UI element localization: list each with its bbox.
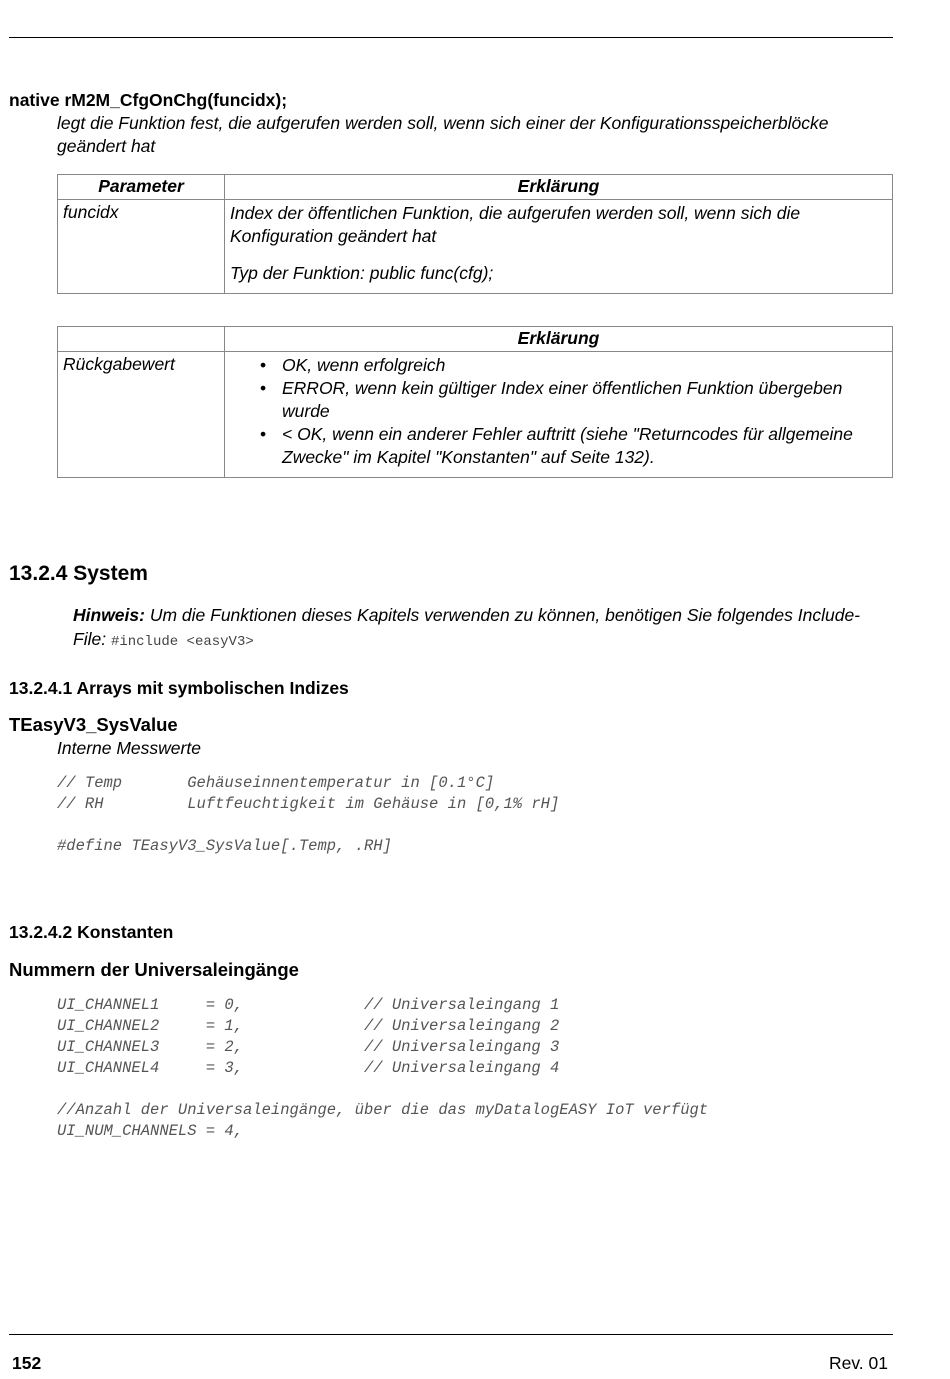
hint-note [73, 603, 873, 654]
footer-rule [9, 1334, 893, 1335]
constant-subtitle: Interne Messwerte [57, 738, 201, 758]
function-description: legt die Funktion fest, die aufgerufen werden soll, wenn sich einer der Konfigurationsspeicherblöcke geändert hat [57, 113, 829, 156]
subsection-heading-constants: 13.2.4.2 Konstanten [9, 922, 174, 942]
param-name: funcidx [58, 200, 225, 294]
function-signature: native rM2M_CfgOnChg(funcidx); [9, 90, 288, 110]
hint-label: Hinweis: [73, 605, 145, 625]
code-block-channels: UI_CHANNEL1 = 0, // Universaleingang 1 UI_CHANNEL2 = 1, // Universaleingang 2 UI_CHANNEL3 = 2, // Universaleingang 3 UI_CHANNEL4 = 3, // Universaleingang 4 //Anzahl der Universaleingänge, über die das myDatalogEASY IoT verfügt UI_NUM_CHANNELS = 4, [57, 996, 709, 1140]
table-header-row [58, 175, 893, 200]
include-code: #include <easyV3> [110, 634, 254, 650]
subsection-heading-arrays: 13.2.4.1 Arrays mit symbolischen Indizes [9, 678, 349, 698]
parameter-table [57, 174, 893, 294]
code-block-sysvalue: // Temp Gehäuseinnentemperatur in [0.1°C] // RH Luftfeuchtigkeit im Gehäuse in [0,1% rH] #define TEasyV3_SysValue[.Temp, .RH] [57, 774, 560, 855]
table-header-row [58, 327, 893, 352]
list-item: • ERROR, wenn kein gültiger Index einer öffentlichen Funktion übergeben wurde [282, 377, 887, 423]
list-item: • OK, wenn erfolgreich [282, 354, 887, 377]
param-explanation-line: Typ der Funktion: public func(cfg); [230, 263, 494, 283]
page-number: 152 [12, 1353, 42, 1373]
table-row [58, 352, 893, 478]
table-header-explanation: Erklärung [225, 175, 893, 200]
table-header-explanation: Erklärung [225, 327, 893, 352]
constant-title-sysvalue: TEasyV3_SysValue [9, 714, 178, 735]
return-label: Rückgabewert [58, 352, 225, 478]
table-header-empty [58, 327, 225, 352]
param-explanation-line: Index der öffentlichen Funktion, die aufgerufen werden soll, wenn sich die Konfiguration geändert hat [230, 203, 801, 246]
revision-label: Rev. 01 [828, 1353, 888, 1373]
section-heading: 13.2.4 System [9, 562, 148, 585]
list-item: • < OK, wenn ein anderer Fehler auftritt (siehe "Returncodes für allgemeine Zwecke" im Kapitel "Konstanten" auf Seite 132). [282, 423, 887, 469]
return-explanation [225, 352, 893, 478]
return-table [57, 326, 893, 478]
header-rule [9, 37, 893, 38]
hint-text: Um die Funktionen dieses Kapitels verwenden zu können, benötigen Sie folgendes Include-File: [73, 605, 861, 649]
param-explanation [225, 200, 893, 294]
table-header-parameter: Parameter [58, 175, 225, 200]
constant-title-channels: Nummern der Universaleingänge [9, 959, 299, 980]
return-bullet-list [230, 354, 887, 475]
table-row [58, 200, 893, 294]
